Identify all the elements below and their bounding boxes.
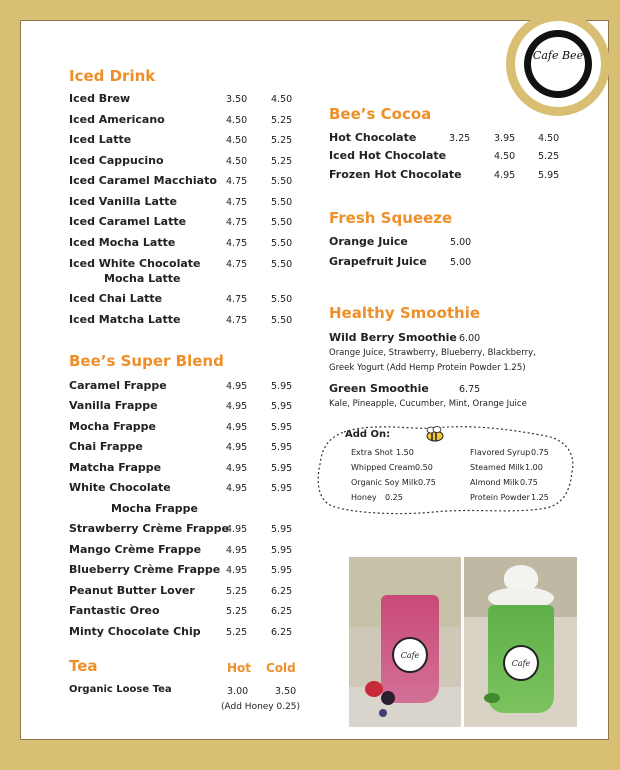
iced-drink-price-small: 4.50 [226,115,248,126]
fresh-squeeze-name: Orange Juice [329,235,408,248]
super-blend-heading: Bee’s Super Blend [69,352,224,370]
super-blend-price-small: 5.25 [226,586,248,597]
iced-drink-price-small: 4.75 [226,197,248,208]
cocoa-name: Frozen Hot Chocolate [329,168,462,181]
super-blend-name: Fantastic Oreo [69,604,160,617]
add-on-name: Whipped Cream [351,463,416,472]
super-blend-name: Matcha Frappe [69,461,162,474]
cocoa-price-large: 4.50 [538,133,560,144]
super-blend-price-small: 4.95 [226,483,248,494]
super-blend-name: Peanut Butter Lover [69,584,195,597]
super-blend-name-cont: Mocha Frappe [111,502,198,515]
iced-drink-name: Iced Caramel Latte [69,215,187,228]
iced-drink-price-small: 4.75 [226,217,248,228]
smoothie-1-price: 6.00 [459,333,481,344]
iced-drink-name: Iced Latte [69,133,132,146]
cocoa-price-small: 3.25 [449,133,471,144]
tea-item-name: Organic Loose Tea [69,684,172,695]
strawberry [365,681,383,697]
super-blend-price-small: 4.95 [226,524,248,535]
super-blend-price-small: 4.95 [226,545,248,556]
iced-drink-price-small: 4.50 [226,135,248,146]
tea-item-price-hot: 3.00 [227,686,249,697]
super-blend-price-large: 5.95 [271,524,293,535]
super-blend-name: Chai Frappe [69,440,143,453]
iced-drink-heading: Iced Drink [69,67,156,85]
iced-drink-name: Iced Caramel Macchiato [69,174,217,187]
add-on-price: 1.00 [525,463,543,472]
iced-drink-name: Iced White Chocolate [69,257,201,270]
fresh-squeeze-name: Grapefruit Juice [329,255,427,268]
super-blend-price-large: 6.25 [271,606,293,617]
cocoa-price-medium: 3.95 [494,133,516,144]
super-blend-name: Minty Chocolate Chip [69,625,201,638]
super-blend-name: Vanilla Frappe [69,399,158,412]
tea-cold-label: Cold [266,661,296,675]
iced-drink-price-large: 5.50 [271,197,293,208]
super-blend-price-large: 5.95 [271,442,293,453]
iced-drink-price-large: 5.50 [271,259,293,270]
add-on-price: 0.50 [415,463,433,472]
tea-hot-label: Hot [227,661,252,675]
cocoa-price-medium: 4.95 [494,170,516,181]
super-blend-price-large: 5.95 [271,545,293,556]
add-on-price: 0.25 [385,493,403,502]
super-blend-price-large: 5.95 [271,463,293,474]
iced-drink-price-small: 4.75 [226,238,248,249]
smoothie-heading: Healthy Smoothie [329,304,481,322]
green-smoothie-photo [464,557,577,727]
cocoa-name: Iced Hot Chocolate [329,149,447,162]
iced-drink-name: Iced Americano [69,113,165,126]
super-blend-price-large: 5.95 [271,422,293,433]
super-blend-price-large: 5.95 [271,401,293,412]
fresh-squeeze-price: 5.00 [450,237,472,248]
iced-drink-name: Iced Matcha Latte [69,313,181,326]
super-blend-price-small: 4.95 [226,422,248,433]
smoothie-2-desc-1: Kale, Pineapple, Cucumber, Mint, Orange Juice [329,399,527,409]
super-blend-price-large: 5.95 [271,565,293,576]
iced-drink-name: Iced Chai Latte [69,292,163,305]
iced-drink-price-large: 5.50 [271,238,293,249]
add-on-name: Extra Shot [351,448,393,457]
blackberry [381,691,395,705]
bee-icon [422,426,448,444]
iced-drink-price-small: 4.75 [226,315,248,326]
super-blend-price-small: 4.95 [226,381,248,392]
blueberry [379,709,387,717]
iced-drink-price-large: 5.50 [271,217,293,228]
iced-drink-name: Iced Brew [69,92,131,105]
iced-drink-price-small: 4.75 [226,259,248,270]
super-blend-price-large: 5.95 [271,381,293,392]
iced-drink-name: Iced Vanilla Latte [69,195,177,208]
iced-drink-price-small: 3.50 [226,94,248,105]
add-on-price: 1.25 [531,493,549,502]
berry-cup-logo: Cafe [392,637,428,673]
super-blend-price-large: 6.25 [271,586,293,597]
super-blend-price-small: 4.95 [226,565,248,576]
super-blend-name: Caramel Frappe [69,379,167,392]
iced-drink-price-large: 5.25 [271,135,293,146]
smoothie-1-name: Wild Berry Smoothie [329,331,457,344]
smoothie-2-name: Green Smoothie [329,382,429,395]
super-blend-name: Strawberry Crème Frappe [69,522,229,535]
smoothie-1-desc-2: Greek Yogurt (Add Hemp Protein Powder 1.25) [329,363,526,373]
fresh-squeeze-price: 5.00 [450,257,472,268]
cocoa-price-medium: 4.50 [494,151,516,162]
add-on-price: 0.75 [531,448,549,457]
fresh-squeeze-heading: Fresh Squeeze [329,209,453,227]
add-on-name: Protein Powder [470,493,530,502]
tea-heading: Tea [69,657,98,675]
iced-drink-price-large: 5.50 [271,176,293,187]
iced-drink-price-large: 5.25 [271,156,293,167]
mint-leaf [484,693,500,703]
cocoa-name: Hot Chocolate [329,131,417,144]
tea-item-price-cold: 3.50 [275,686,297,697]
iced-drink-price-large: 5.50 [271,315,293,326]
super-blend-name: White Chocolate [69,481,171,494]
super-blend-price-large: 5.95 [271,483,293,494]
super-blend-price-small: 4.95 [226,401,248,412]
add-on-price: 1.50 [396,448,414,457]
green-cup-logo: Cafe [503,645,539,681]
smoothie-1-desc-1: Orange Juice, Strawberry, Blueberry, Blackberry, [329,348,536,358]
super-blend-name: Blueberry Crème Frappe [69,563,221,576]
cafe-bee-logo [531,37,585,91]
iced-drink-price-large: 4.50 [271,94,293,105]
super-blend-price-small: 5.25 [226,606,248,617]
add-on-name: Almond Milk [470,478,520,487]
add-on-price: 0.75 [520,478,538,487]
iced-drink-name: Iced Mocha Latte [69,236,176,249]
iced-drink-price-small: 4.50 [226,156,248,167]
super-blend-name: Mocha Frappe [69,420,156,433]
add-on-price: 0.75 [418,478,436,487]
smoothie-2-price: 6.75 [459,384,481,395]
add-on-heading: Add On: [345,429,391,440]
iced-drink-name: Iced Cappucino [69,154,164,167]
iced-drink-price-small: 4.75 [226,176,248,187]
iced-drink-name-cont: Mocha Latte [104,272,181,285]
add-on-name: Honey [351,493,377,502]
cocoa-heading: Bee’s Cocoa [329,105,432,123]
super-blend-price-small: 4.95 [226,463,248,474]
super-blend-name: Mango Crème Frappe [69,543,202,556]
add-on-name: Steamed Milk [470,463,525,472]
super-blend-price-small: 4.95 [226,442,248,453]
cocoa-price-large: 5.25 [538,151,560,162]
add-on-name: Organic Soy Milk [351,478,418,487]
iced-drink-price-large: 5.50 [271,294,293,305]
cocoa-price-large: 5.95 [538,170,560,181]
super-blend-price-large: 6.25 [271,627,293,638]
logo-text: Cafe Bee [532,49,584,62]
tea-honey-note: (Add Honey 0.25) [221,702,301,712]
iced-drink-price-small: 4.75 [226,294,248,305]
super-blend-price-small: 5.25 [226,627,248,638]
iced-drink-price-large: 5.25 [271,115,293,126]
berry-smoothie-photo [349,557,461,727]
add-on-name: Flavored Syrup [470,448,531,457]
